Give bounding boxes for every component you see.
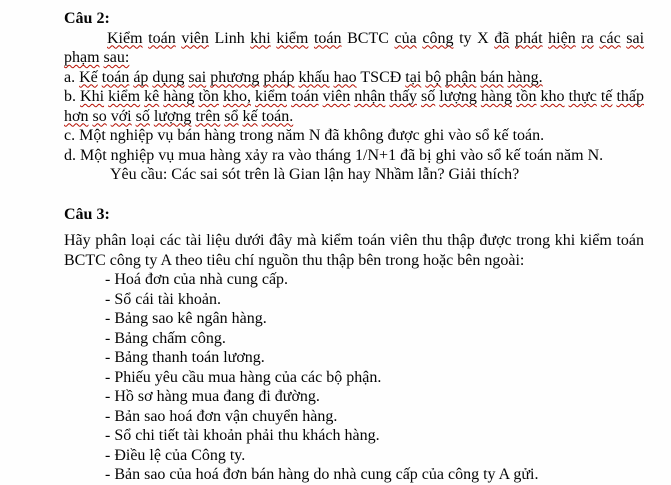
list-item-receivables-subledger bbox=[105, 426, 644, 446]
list-item-sales-invoice-copy bbox=[105, 465, 644, 485]
misspelled-word: lượng bbox=[153, 107, 192, 125]
text-run: b. bbox=[64, 88, 76, 105]
misspelled-word: sổ bbox=[224, 107, 239, 125]
text-run: TSCĐ bbox=[360, 68, 402, 86]
text-run: Câu 2: bbox=[64, 10, 110, 27]
misspelled-word: bán bbox=[480, 68, 504, 86]
misspelled-word: kho bbox=[540, 88, 565, 105]
misspelled-word: hàng bbox=[163, 88, 195, 105]
text-run: - Hồ sơ hàng mua đang đi đường. bbox=[105, 388, 320, 405]
misspelled-word: trên bbox=[195, 107, 221, 125]
misspelled-word: toán. bbox=[261, 107, 294, 125]
question-3-intro bbox=[64, 231, 644, 270]
question-2-item-c bbox=[64, 126, 644, 146]
misspelled-word: sai bbox=[188, 68, 207, 86]
text-run: - Bảng thanh toán lương. bbox=[105, 349, 265, 366]
misspelled-word: tế bbox=[600, 88, 613, 105]
list-item-supplier-invoice bbox=[105, 270, 644, 290]
text-run: - Hoá đơn của nhà cung cấp. bbox=[105, 271, 289, 288]
misspelled-word: áp bbox=[133, 68, 149, 86]
misspelled-word: toán bbox=[101, 68, 130, 86]
misspelled-word: Kiểm bbox=[107, 29, 143, 47]
misspelled-word: của bbox=[394, 29, 417, 47]
misspelled-word: thấp bbox=[616, 88, 644, 105]
misspelled-word: các bbox=[599, 29, 621, 47]
misspelled-word: Kế bbox=[79, 68, 98, 86]
misspelled-word: đã bbox=[494, 29, 510, 47]
misspelled-word: khi bbox=[250, 29, 271, 47]
text-run: - Điều lệ của Công ty. bbox=[105, 446, 246, 464]
misspelled-word: hao bbox=[333, 68, 357, 86]
misspelled-word: kiểm bbox=[255, 88, 287, 105]
text-run: c. Một nghiệp vụ bán hàng trong năm N đã không được ghi vào sổ kế toán. bbox=[64, 127, 545, 144]
misspelled-word: pháp bbox=[263, 68, 295, 86]
misspelled-word: viên bbox=[181, 29, 209, 47]
list-item-bank-statement bbox=[105, 309, 644, 329]
misspelled-word: hơn bbox=[64, 107, 89, 125]
list-item-company-charter bbox=[105, 446, 644, 466]
misspelled-word: kê bbox=[144, 88, 160, 105]
text-run: Câu 3: bbox=[64, 205, 110, 223]
misspelled-word: hàng. bbox=[507, 68, 543, 86]
misspelled-word: sau: bbox=[103, 49, 130, 66]
text-run: a. bbox=[64, 68, 76, 86]
text-run: d. Một nghiệp vụ mua hàng xảy ra vào tháng 1/N+1 đã bị ghi vào sổ kế toán năm N. bbox=[64, 146, 604, 164]
list-item-goods-in-transit bbox=[105, 387, 644, 407]
misspelled-word: hiện bbox=[548, 29, 576, 47]
misspelled-word: toán bbox=[291, 88, 319, 105]
list-item-general-ledger bbox=[105, 290, 644, 310]
list-item-timesheet bbox=[105, 329, 644, 349]
question-2-item-d bbox=[64, 146, 644, 166]
text-run: BCTC bbox=[347, 29, 389, 47]
misspelled-word: viên bbox=[322, 88, 351, 105]
list-item-purchase-request bbox=[105, 368, 644, 388]
question-2-item-a bbox=[64, 68, 644, 88]
text-run: - Bản sao hoá đơn vận chuyển hàng. bbox=[105, 407, 338, 425]
text-run: - Sổ chi tiết tài khoản phải thu khách hàng. bbox=[105, 427, 380, 444]
misspelled-word: công bbox=[422, 29, 454, 47]
misspelled-word: khấu bbox=[298, 68, 330, 86]
list-item-payroll bbox=[105, 348, 644, 368]
misspelled-word: tồn bbox=[198, 88, 219, 105]
list-item-shipping-invoice-copy bbox=[105, 407, 644, 427]
text-run: ty X bbox=[459, 29, 489, 47]
misspelled-word: nhận bbox=[354, 88, 386, 105]
text-run: - Bảng chấm công. bbox=[105, 329, 226, 347]
misspelled-word: toán bbox=[148, 29, 176, 47]
question-2-intro bbox=[64, 29, 644, 68]
question-2-heading bbox=[64, 9, 644, 29]
misspelled-word: tại bbox=[405, 68, 422, 86]
misspelled-word: lượng bbox=[439, 88, 477, 105]
text-run: - Bản sao của hoá đơn bán hàng do nhà cung cấp của công ty A gửi. bbox=[105, 466, 539, 483]
misspelled-word: phương bbox=[210, 68, 260, 86]
misspelled-word: số bbox=[420, 88, 436, 105]
text-run: - Bảng sao kê ngân hàng. bbox=[105, 310, 267, 327]
misspelled-word: ra bbox=[581, 29, 594, 47]
text-run: - Sổ cái tài khoản. bbox=[105, 290, 221, 308]
misspelled-word: kiểm bbox=[276, 29, 309, 47]
misspelled-word: số bbox=[135, 107, 150, 125]
misspelled-word: kho, bbox=[222, 88, 251, 105]
misspelled-word: hàng bbox=[480, 88, 512, 105]
misspelled-word: so bbox=[92, 107, 107, 125]
question-3-heading bbox=[64, 205, 644, 225]
text-run: - Phiếu yêu cầu mua hàng của các bộ phận. bbox=[105, 368, 382, 386]
misspelled-word: toán bbox=[313, 29, 342, 47]
text-run: Yêu cầu: Các sai sót trên là Gian lận hay Nhầm lẫn? Giải thích? bbox=[110, 166, 520, 183]
text-run: Hãy phân loại các tài liệu dưới đây mà kiểm toán viên thu thập được trong khi kiểm toán BCTC công ty A theo tiêu chí nguồn thu thập bên trong hoặc bên ngoài: bbox=[64, 232, 644, 269]
misspelled-word: phạm bbox=[64, 49, 100, 66]
misspelled-word: sai bbox=[626, 29, 645, 47]
misspelled-word: phát bbox=[515, 29, 543, 47]
misspelled-word: kiểm bbox=[108, 88, 141, 105]
misspelled-word: dụng bbox=[152, 68, 185, 86]
question-2-item-b bbox=[64, 87, 644, 126]
question-2-requirement bbox=[64, 165, 644, 185]
misspelled-word: với bbox=[110, 107, 132, 125]
misspelled-word: thấy bbox=[389, 88, 417, 105]
text-run: Linh bbox=[214, 29, 245, 47]
misspelled-word: bộ bbox=[425, 68, 442, 86]
misspelled-word: kế bbox=[242, 107, 258, 125]
misspelled-word: phận bbox=[445, 68, 477, 86]
misspelled-word: Khi bbox=[80, 88, 105, 105]
misspelled-word: thực bbox=[568, 88, 597, 105]
misspelled-word: tồn bbox=[516, 88, 537, 105]
